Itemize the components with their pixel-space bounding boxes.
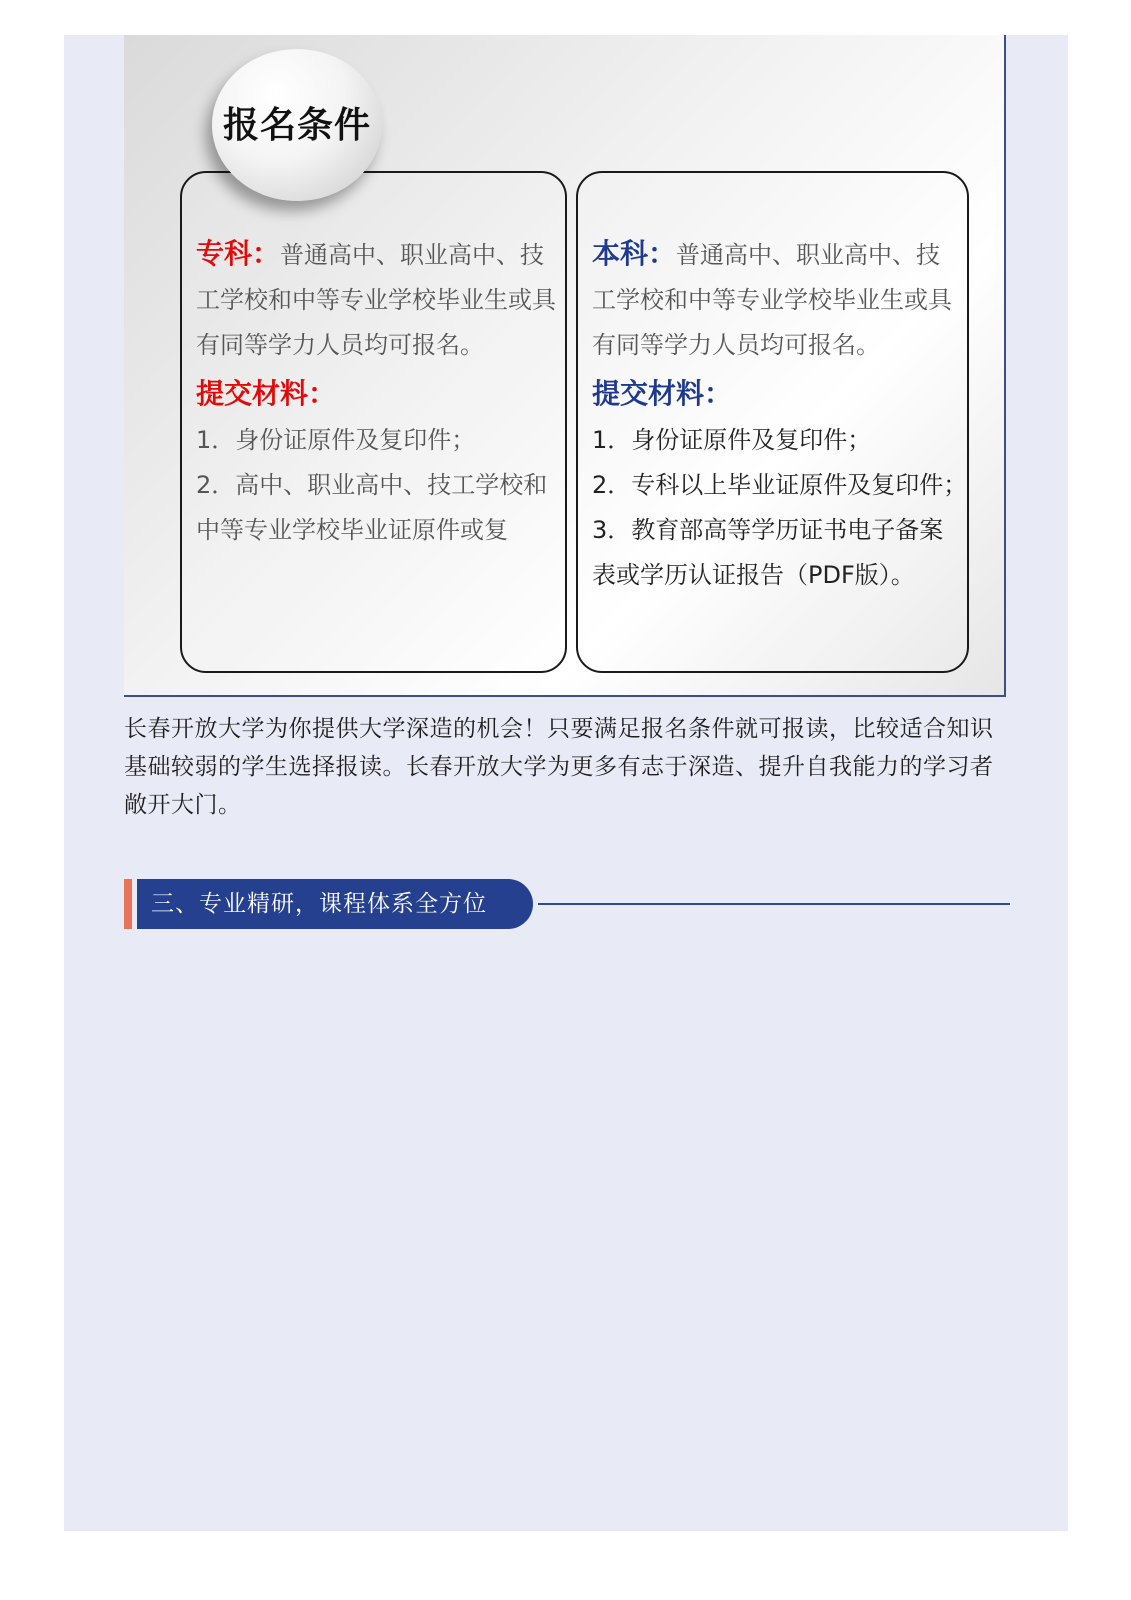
benke-text: 普通高中、职业高中、技工学校和中等专业学校毕业生或具有同等学力人员均可报名。 — [592, 241, 952, 359]
section-divider-line — [538, 903, 1010, 905]
zhuanke-material-item: 2．高中、职业高中、技工学校和中等专业学校毕业证原件或复 — [196, 471, 548, 544]
zhuanke-label: 专科： — [196, 237, 281, 270]
badge-title: 报名条件 — [222, 104, 371, 146]
description-paragraph: 长春开放大学为你提供大学深造的机会！只要满足报名条件就可报读，比较适合知识基础较弱的学生选择报读。长春开放大学为更多有志于深造、提升自我能力的学习者敞开大门。 — [124, 716, 994, 818]
benke-card — [576, 171, 969, 673]
registration-badge — [212, 49, 382, 201]
benke-requirement — [592, 231, 961, 368]
benke-material-item: 2．专科以上毕业证原件及复印件； — [592, 471, 968, 499]
zhuanke-material-item: 1．身份证原件及复印件； — [196, 426, 476, 454]
benke-label: 本科： — [592, 237, 677, 270]
benke-material-item: 1．身份证原件及复印件； — [592, 426, 872, 454]
section-accent-bar — [124, 879, 132, 929]
zhuanke-requirement — [196, 231, 559, 368]
zhuanke-text: 普通高中、职业高中、技工学校和中等专业学校毕业生或具有同等学力人员均可报名。 — [196, 241, 556, 359]
zhuanke-materials-title: 提交材料： — [196, 377, 337, 410]
zhuanke-card — [180, 171, 567, 673]
benke-material-item: 3．教育部高等学历证书电子备案表或学历认证报告（PDF版）。 — [592, 516, 944, 589]
benke-materials-title: 提交材料： — [592, 377, 733, 410]
section-title: 三、专业精研，课程体系全方位 — [137, 879, 533, 929]
